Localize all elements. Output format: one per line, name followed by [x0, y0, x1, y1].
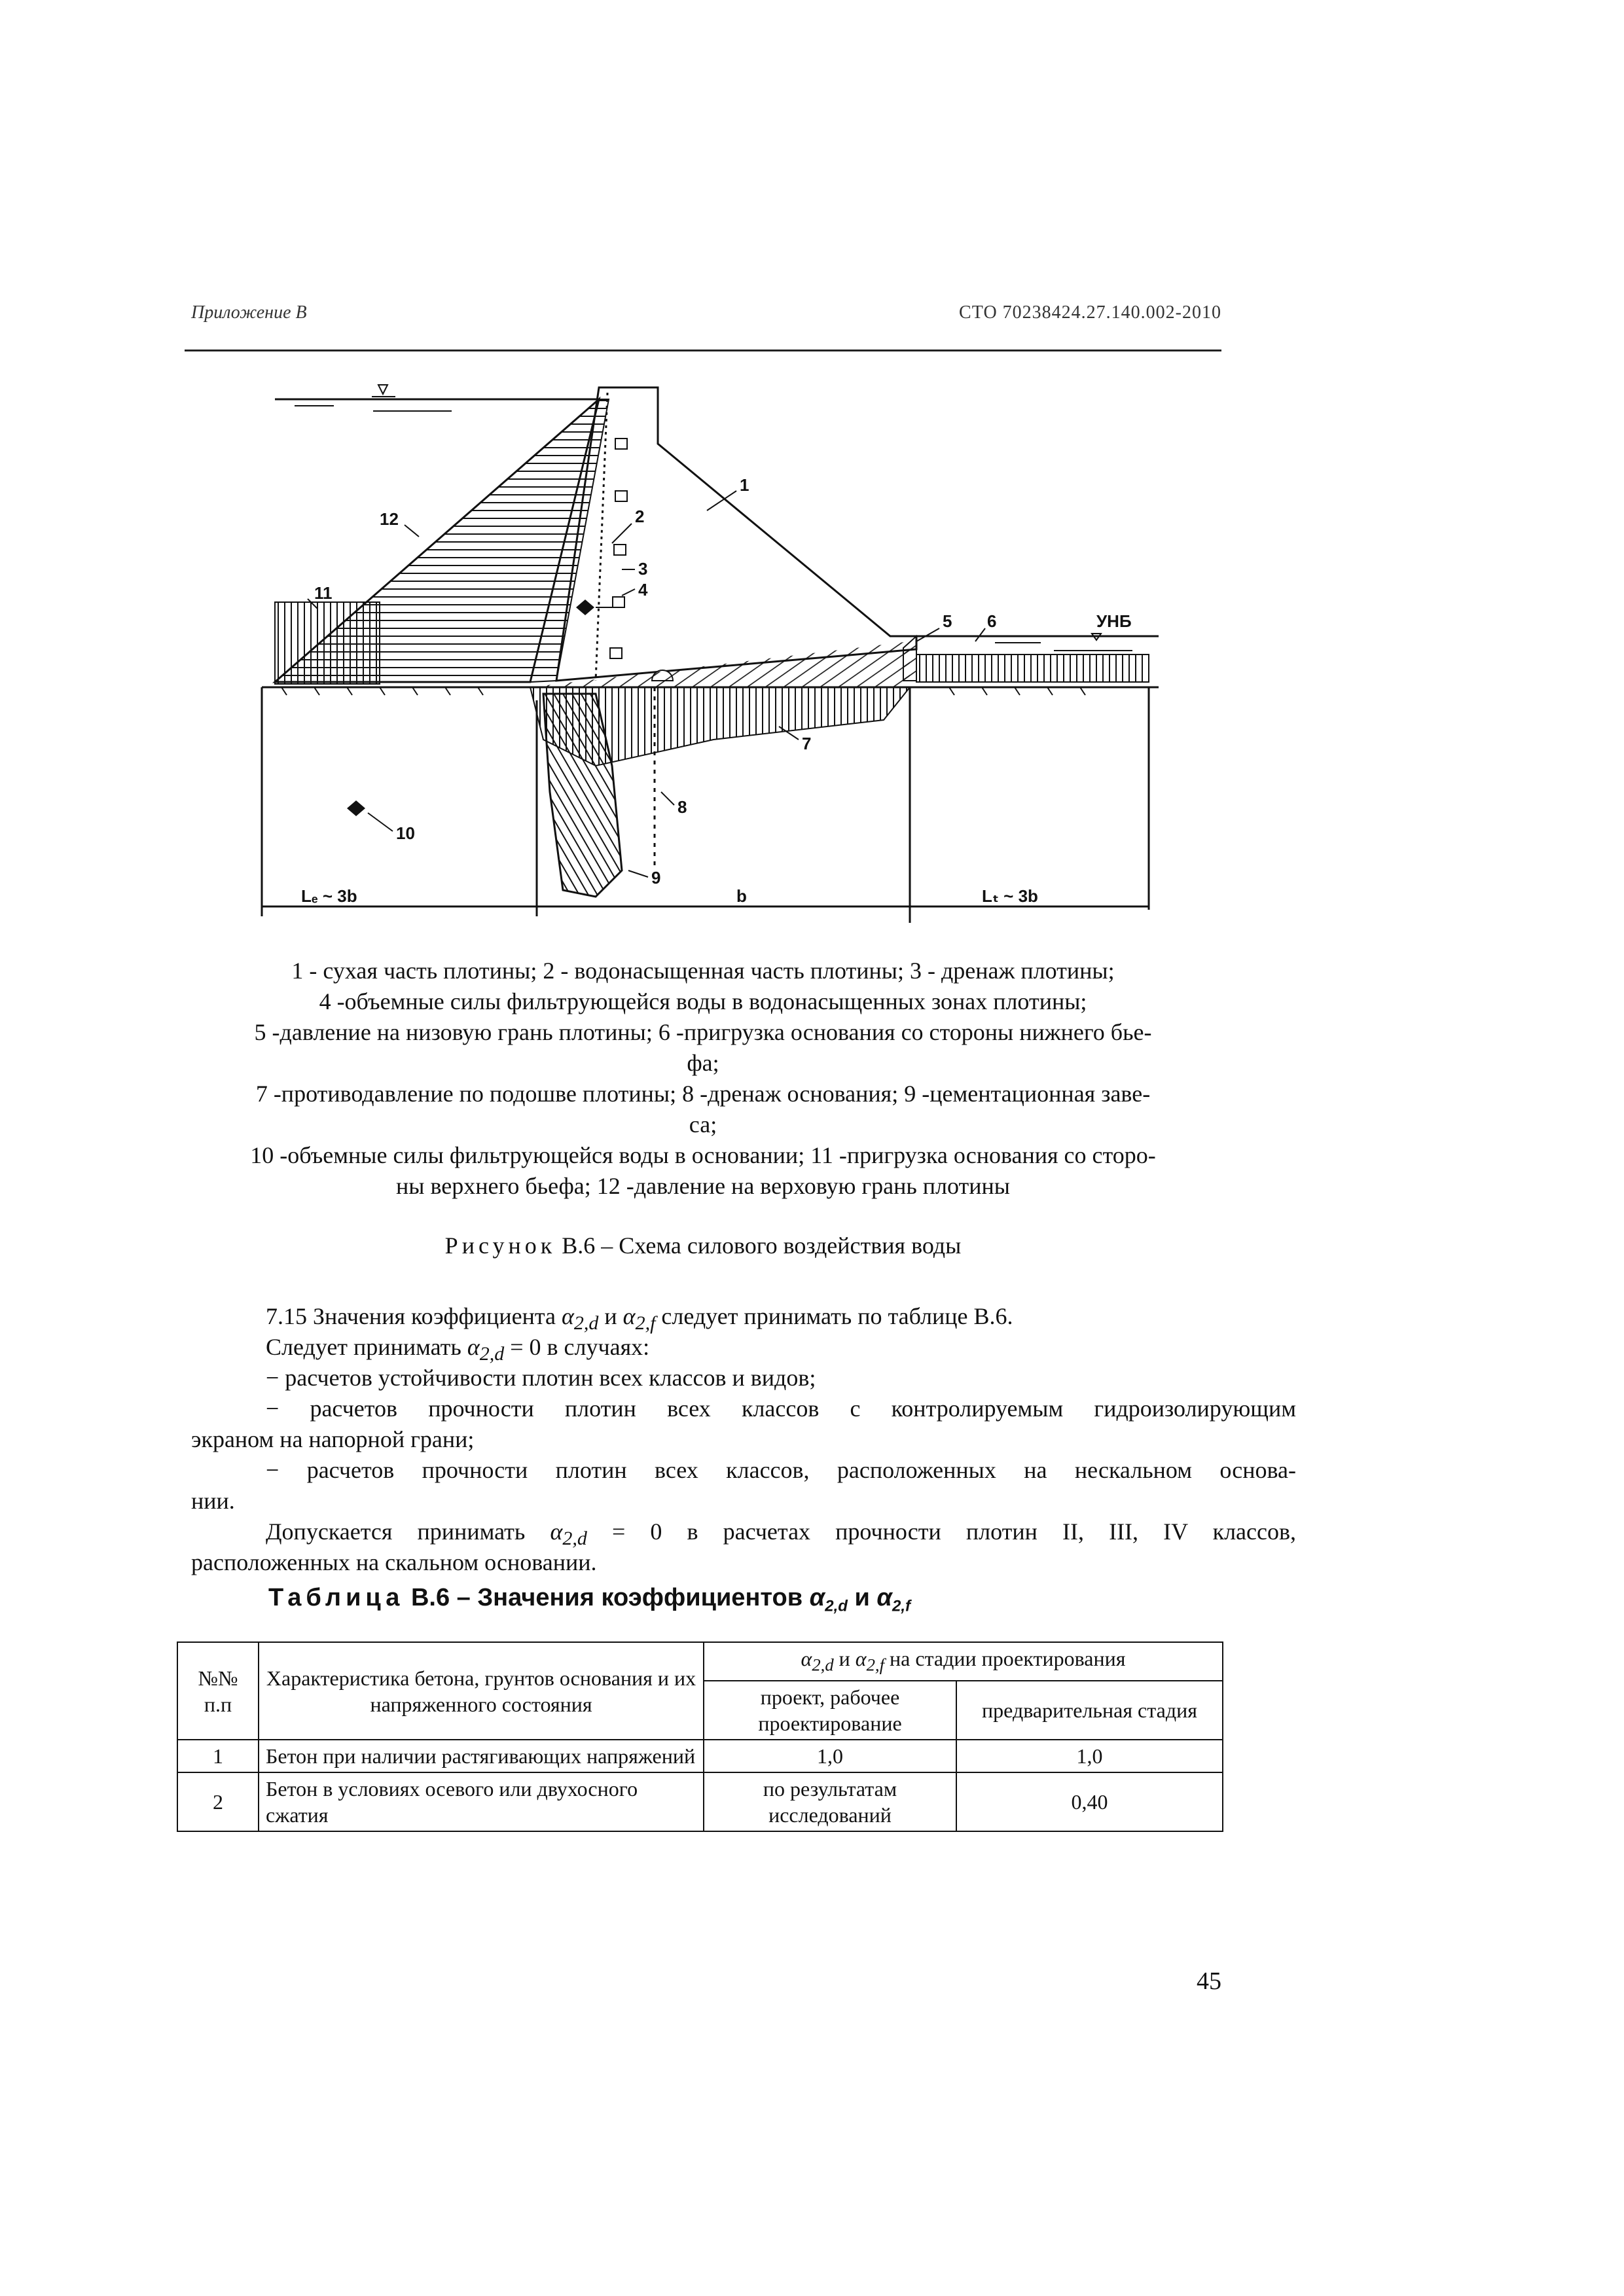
cell-description: Бетон в условиях осевого или двухосного сжатия [259, 1772, 704, 1831]
fig-dim-b: b [736, 886, 747, 906]
legend-line: 1 - сухая часть плотины; 2 - водонасыщенная часть плотины; 3 - дренаж плотины; [291, 958, 1115, 984]
cell-description: Бетон при наличии растягивающих напряжений [259, 1740, 704, 1772]
coefficients-table [177, 1641, 1223, 1832]
cell-project: по результатам исследований [704, 1772, 956, 1831]
running-header-right: СТО 70238424.27.140.002-2010 [959, 302, 1221, 323]
fig-label-11: 11 [314, 583, 333, 603]
fig-label-unb: УНБ [1096, 611, 1132, 631]
caption-rest: В.6 – Схема силового воздействия воды [562, 1232, 962, 1259]
header-cell-group: $\alpha_{2,d}$ и $\alpha_{2,f}$ на стадии проектирования [704, 1642, 1223, 1681]
fig-label-4: 4 [638, 580, 648, 600]
fig-dim-lt: Lₜ ~ 3b [982, 886, 1038, 906]
list-item-continuation: экраном на напорной грани; [191, 1426, 475, 1452]
fig-label-8: 8 [677, 797, 687, 817]
cell-number: 1 [177, 1740, 259, 1772]
fig-label-10: 10 [396, 823, 415, 843]
legend-line: ны верхнего бьефа; 12 -давление на верховую грань плотины [396, 1173, 1010, 1199]
header-cell-number: №№ п.п [177, 1642, 259, 1740]
legend-line: 5 -давление на низовую грань плотины; 6 -пригрузка основания со стороны нижнего бье- [254, 1019, 1152, 1045]
fig-label-12: 12 [380, 509, 399, 529]
running-header-left: Приложение В [191, 302, 307, 323]
fig-label-3: 3 [638, 559, 648, 579]
fig-label-1: 1 [740, 475, 749, 495]
fig-label-2: 2 [635, 507, 645, 526]
fig-label-7: 7 [802, 734, 812, 753]
page-number: 45 [1197, 1967, 1221, 1995]
paragraph-cases: Следует принимать $\alpha_{2,d} = 0$ в случаях: [266, 1334, 650, 1365]
header-cell-characteristic: Характеристика бетона, грунтов основания и их напряженного состояния [259, 1642, 704, 1740]
list-item: − расчетов прочности плотин всех классов, расположенных на нескальном основа- [266, 1457, 1296, 1483]
table-row [177, 1772, 1223, 1831]
figure-caption [185, 1232, 1221, 1259]
cell-preliminary: 1,0 [956, 1740, 1223, 1772]
paragraph-continuation: расположенных на скальном основании. [191, 1549, 597, 1575]
legend-line: са; [689, 1111, 717, 1138]
table-header-row [177, 1642, 1223, 1681]
table-row [177, 1740, 1223, 1772]
caption-word: Рисунок [444, 1232, 556, 1259]
list-item: − расчетов прочности плотин всех классов с контролируемым гидроизолирующим [266, 1395, 1296, 1422]
cell-number: 2 [177, 1772, 259, 1831]
dam-water-forces-diagram [255, 373, 1159, 923]
fig-label-9: 9 [651, 868, 661, 888]
legend-line: 7 -противодавление по подошве плотины; 8 -дренаж основания; 9 -цементационная заве- [255, 1081, 1151, 1107]
fig-label-6: 6 [987, 611, 997, 631]
paragraph-7-15: 7.15 Значения коэффициента $\alpha_{2,d}$ и $\alpha_{2,f}$ следует принимать по таблице В.6. [266, 1303, 1013, 1335]
list-item-continuation: нии. [191, 1488, 235, 1514]
fig-label-5: 5 [943, 611, 952, 631]
legend-line: 4 -объемные силы фильтрующейся воды в водонасыщенных зонах плотины; [319, 988, 1087, 1014]
table-title: Таблица В.6 – Значения коэффициентов $\alpha_{2,d}$ и $\alpha_{2,f}$ [268, 1584, 911, 1615]
header-rule [185, 350, 1221, 351]
fig-dim-lu: Lₑ ~ 3b [301, 886, 357, 906]
legend-line: фа; [687, 1050, 719, 1076]
cell-preliminary: 0,40 [956, 1772, 1223, 1831]
legend-line: 10 -объемные силы фильтрующейся воды в основании; 11 -пригрузка основания со сторо- [250, 1142, 1156, 1168]
paragraph-allowed: Допускается принимать $\alpha_{2,d} = 0$ в расчетах прочности плотин II, III, IV классов, [266, 1518, 1296, 1550]
cell-project: 1,0 [704, 1740, 956, 1772]
list-item: − расчетов устойчивости плотин всех классов и видов; [266, 1365, 816, 1391]
figure-legend [185, 956, 1221, 1202]
header-cell-project: проект, рабочее проектирование [704, 1681, 956, 1740]
header-cell-preliminary: предварительная стадия [956, 1681, 1223, 1740]
